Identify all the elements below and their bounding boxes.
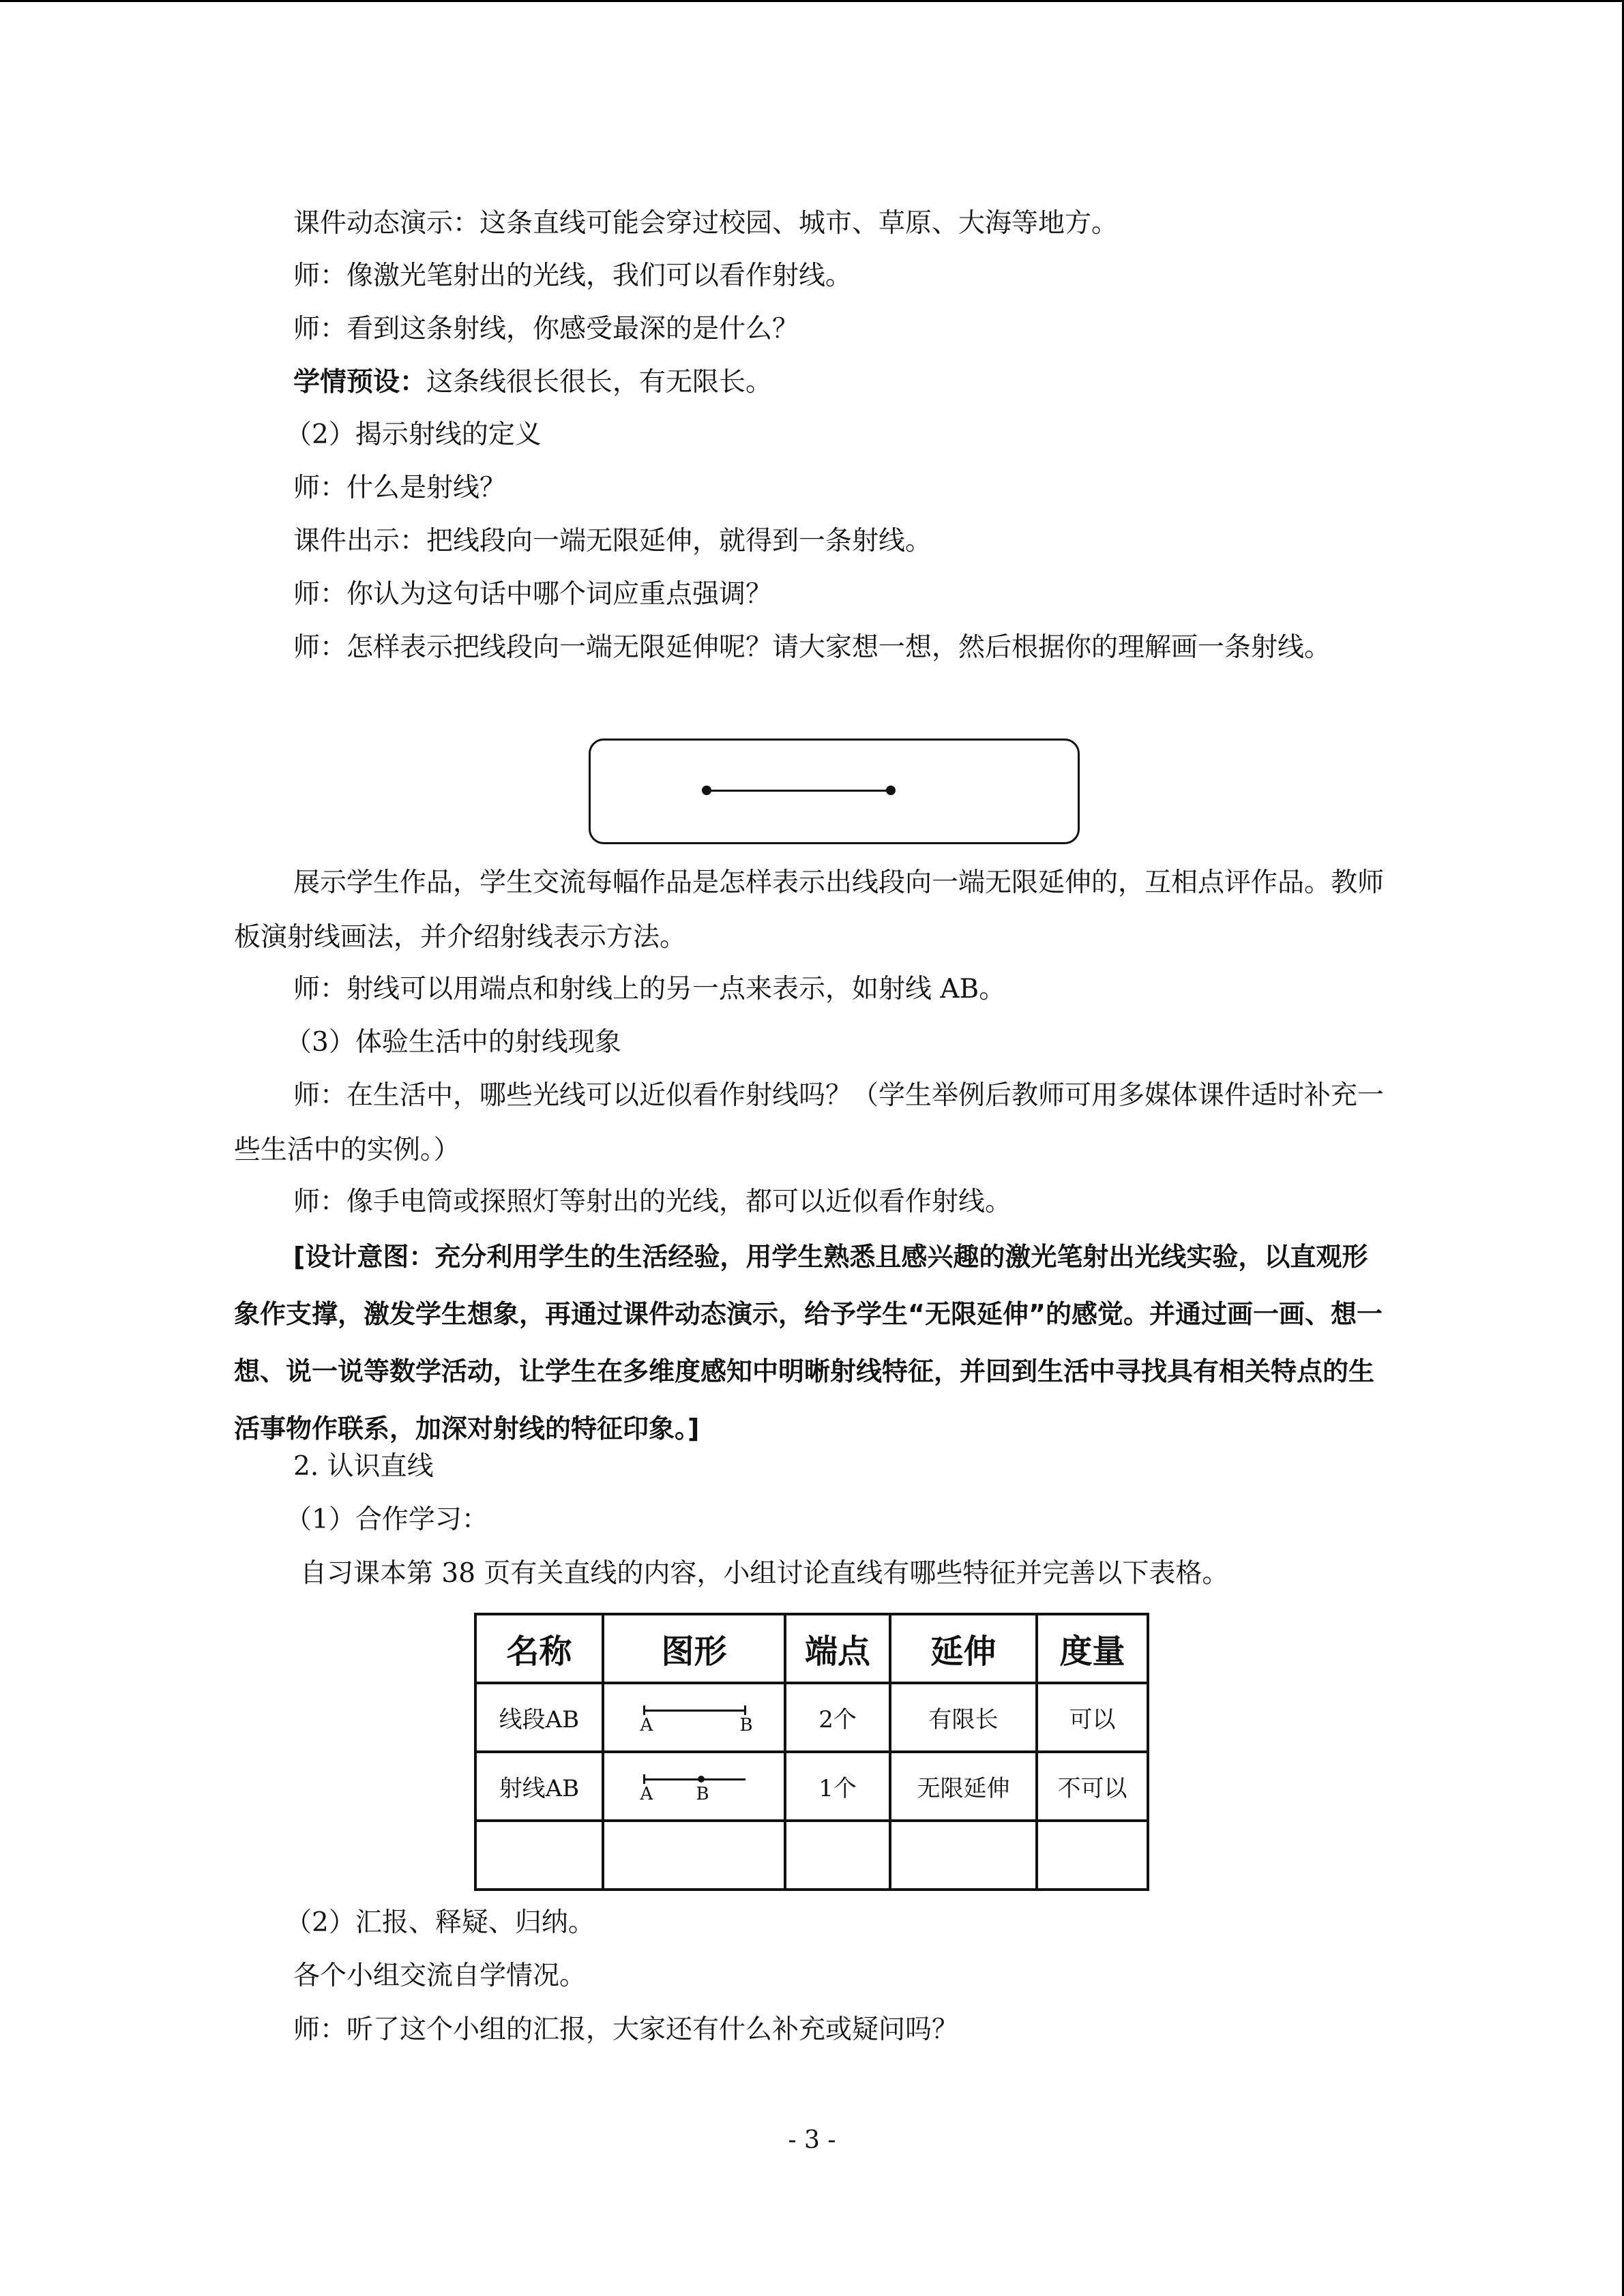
empty-cell [475, 1821, 603, 1890]
empty-cell [603, 1821, 785, 1890]
paragraph-flashlight: 师：像手电筒或探照灯等射出的光线，都可以近似看作射线。 [293, 1187, 1012, 1217]
empty-cell [1037, 1821, 1148, 1890]
header-name: 名称 [475, 1614, 603, 1683]
cell-measure: 不可以 [1037, 1752, 1148, 1821]
paragraph-courseware-definition: 课件出示：把线段向一端无限延伸，就得到一条射线。 [293, 526, 932, 556]
segment-endpoint-right [886, 786, 896, 795]
paragraph-preset [293, 355, 1385, 410]
cell-name: 线段AB [475, 1683, 603, 1752]
subheading-report: （2）汇报、释疑、归纳。 [285, 1907, 595, 1938]
table-row-empty [475, 1821, 1148, 1890]
paragraph-courseware-demo: 课件动态演示：这条直线可能会穿过校园、城市、草原、大海等地方。 [293, 208, 1119, 239]
features-table [474, 1613, 1149, 1891]
paragraph-group-exchange: 各个小组交流自学情况。 [293, 1960, 587, 1991]
cell-endpoints: 1个 [785, 1752, 890, 1821]
table-row [475, 1683, 1148, 1752]
paragraph-teacher-question: 师：看到这条射线，你感受最深的是什么？ [293, 314, 799, 344]
header-extension: 延伸 [890, 1614, 1037, 1683]
empty-cell [890, 1821, 1037, 1890]
section-heading-line: 2. 认识直线 [293, 1451, 434, 1482]
cell-extension: 有限长 [890, 1683, 1037, 1752]
cell-figure [603, 1752, 785, 1821]
paragraph-life-examples: 师：在生活中，哪些光线可以近似看作射线吗？（学生举例后教师可用多媒体课件适时补充一些生活中的实例。） [234, 1080, 1385, 1165]
table-header-row [475, 1614, 1148, 1683]
header-figure: 图形 [603, 1614, 785, 1683]
page-number: - 3 - [788, 2126, 836, 2154]
table-row [475, 1752, 1148, 1821]
segment-ab-line [643, 1710, 745, 1712]
paragraph-ray-notation: 师：射线可以用端点和射线上的另一点来表示，如射线 AB。 [293, 974, 1006, 1004]
header-measure: 度量 [1037, 1614, 1148, 1683]
paragraph-self-study-task: 自习课本第 38 页有关直线的内容，小组讨论直线有哪些特征并完善以下表格。 [300, 1558, 1229, 1589]
subheading-cooperative: （1）合作学习： [285, 1504, 488, 1535]
line-segment-figure [589, 739, 1080, 844]
preset-label: 学情预设： [293, 367, 427, 398]
segment-tick-b [744, 1705, 746, 1715]
label-b: B [696, 1783, 709, 1804]
paragraph-what-is-ray: 师：什么是射线？ [293, 473, 507, 503]
subheading-ray-definition: （2）揭示射线的定义 [285, 419, 542, 450]
paragraph-emphasis-question: 师：你认为这句话中哪个词应重点强调？ [293, 579, 773, 610]
cell-figure [603, 1683, 785, 1752]
ray-ab-figure [636, 1766, 752, 1807]
cell-extension: 无限延伸 [890, 1752, 1037, 1821]
cell-name: 射线AB [475, 1752, 603, 1821]
cell-measure: 可以 [1037, 1683, 1148, 1752]
header-endpoints: 端点 [785, 1614, 890, 1683]
ray-ab-line [643, 1778, 745, 1780]
subheading-ray-life: （3）体验生活中的射线现象 [285, 1027, 621, 1058]
segment-ab-figure [636, 1697, 752, 1738]
paragraph-teacher-followup: 师：听了这个小组的汇报，大家还有什么补充或疑问吗？ [293, 2014, 959, 2045]
paragraph-student-works: 展示学生作品，学生交流每幅作品是怎样表示出线段向一端无限延伸的，互相点评作品。教师板演射线画法，并介绍射线表示方法。 [234, 867, 1385, 953]
segment-line [707, 790, 891, 792]
paragraph-draw-ray: 师：怎样表示把线段向一端无限延伸呢？请大家想一想，然后根据你的理解画一条射线。 [293, 632, 1331, 663]
label-a: A [640, 1783, 653, 1804]
design-intent: [设计意图：充分利用学生的生活经验，用学生熟悉且感兴趣的激光笔射出光线实验，以直观形象作支撑，激发学生想象，再通过课件动态演示，给予学生“无限延伸”的感觉。并通过画一画、想一想、说一说等数学活动，让学生在多维度感知中明晰射线特征，并回到生活中寻找具有相关特点的生活事物作联系，加深对射线的特征印象。] [234, 1242, 1383, 1444]
paragraph-teacher-laser: 师：像激光笔射出的光线，我们可以看作射线。 [293, 260, 853, 291]
preset-text: 这条线很长很长，有无限长。 [426, 367, 773, 398]
cell-endpoints: 2个 [785, 1683, 890, 1752]
ray-point-b [698, 1776, 705, 1783]
label-a: A [640, 1714, 653, 1735]
empty-cell [785, 1821, 890, 1890]
label-b: B [739, 1714, 753, 1735]
